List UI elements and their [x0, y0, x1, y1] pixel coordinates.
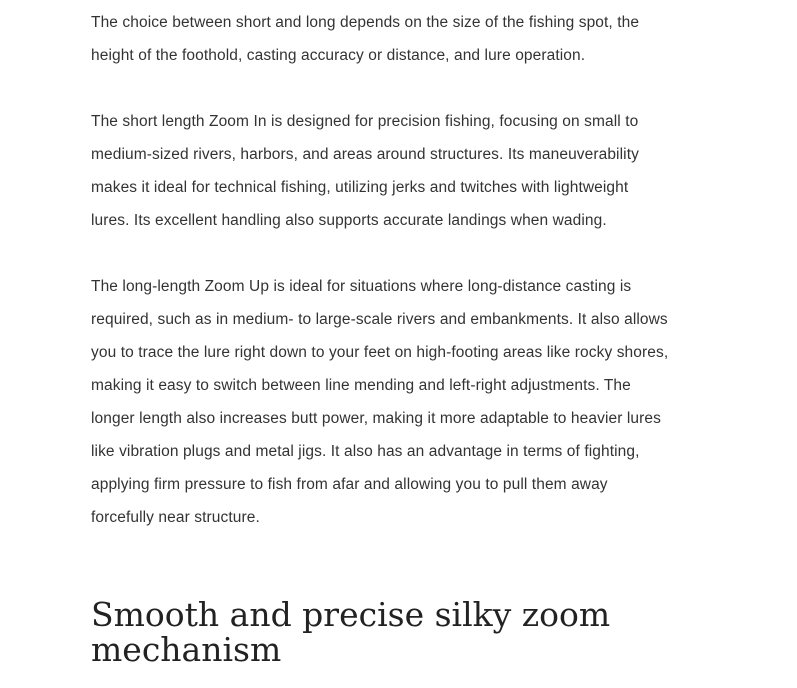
text-line: height of the foothold, casting accuracy or distance, and lure operation.	[91, 47, 586, 64]
paragraph-zoom-in	[91, 105, 711, 237]
text-line: longer length also increases butt power, making it more adaptable to heavier lures	[91, 410, 661, 427]
paragraph-length-choice	[91, 6, 711, 72]
text-line: applying firm pressure to fish from afar and allowing you to pull them away	[91, 476, 608, 493]
heading-line: Smooth and precise silky zoom	[91, 595, 611, 634]
text-line: like vibration plugs and metal jigs. It also has an advantage in terms of fighting,	[91, 443, 640, 460]
section-heading	[91, 597, 610, 667]
text-line: The choice between short and long depends on the size of the fishing spot, the	[91, 14, 640, 31]
text-line: medium-sized rivers, harbors, and areas around structures. Its maneuverability	[91, 146, 639, 163]
text-line: makes it ideal for technical fishing, utilizing jerks and twitches with lightweight	[91, 179, 629, 196]
text-line: making it easy to switch between line mending and left-right adjustments. The	[91, 377, 631, 394]
text-line: The long-length Zoom Up is ideal for situations where long-distance casting is	[91, 278, 632, 295]
text-line: required, such as in medium- to large-scale rivers and embankments. It also allows	[91, 311, 668, 328]
text-line: The short length Zoom In is designed for precision fishing, focusing on small to	[91, 113, 639, 130]
text-line: lures. Its excellent handling also supports accurate landings when wading.	[91, 212, 607, 229]
text-line: forcefully near structure.	[91, 509, 260, 526]
text-line: you to trace the lure right down to your feet on high-footing areas like rocky shores,	[91, 344, 669, 361]
paragraph-zoom-up	[91, 270, 711, 534]
heading-line: mechanism	[91, 630, 282, 669]
article-body	[91, 6, 711, 567]
